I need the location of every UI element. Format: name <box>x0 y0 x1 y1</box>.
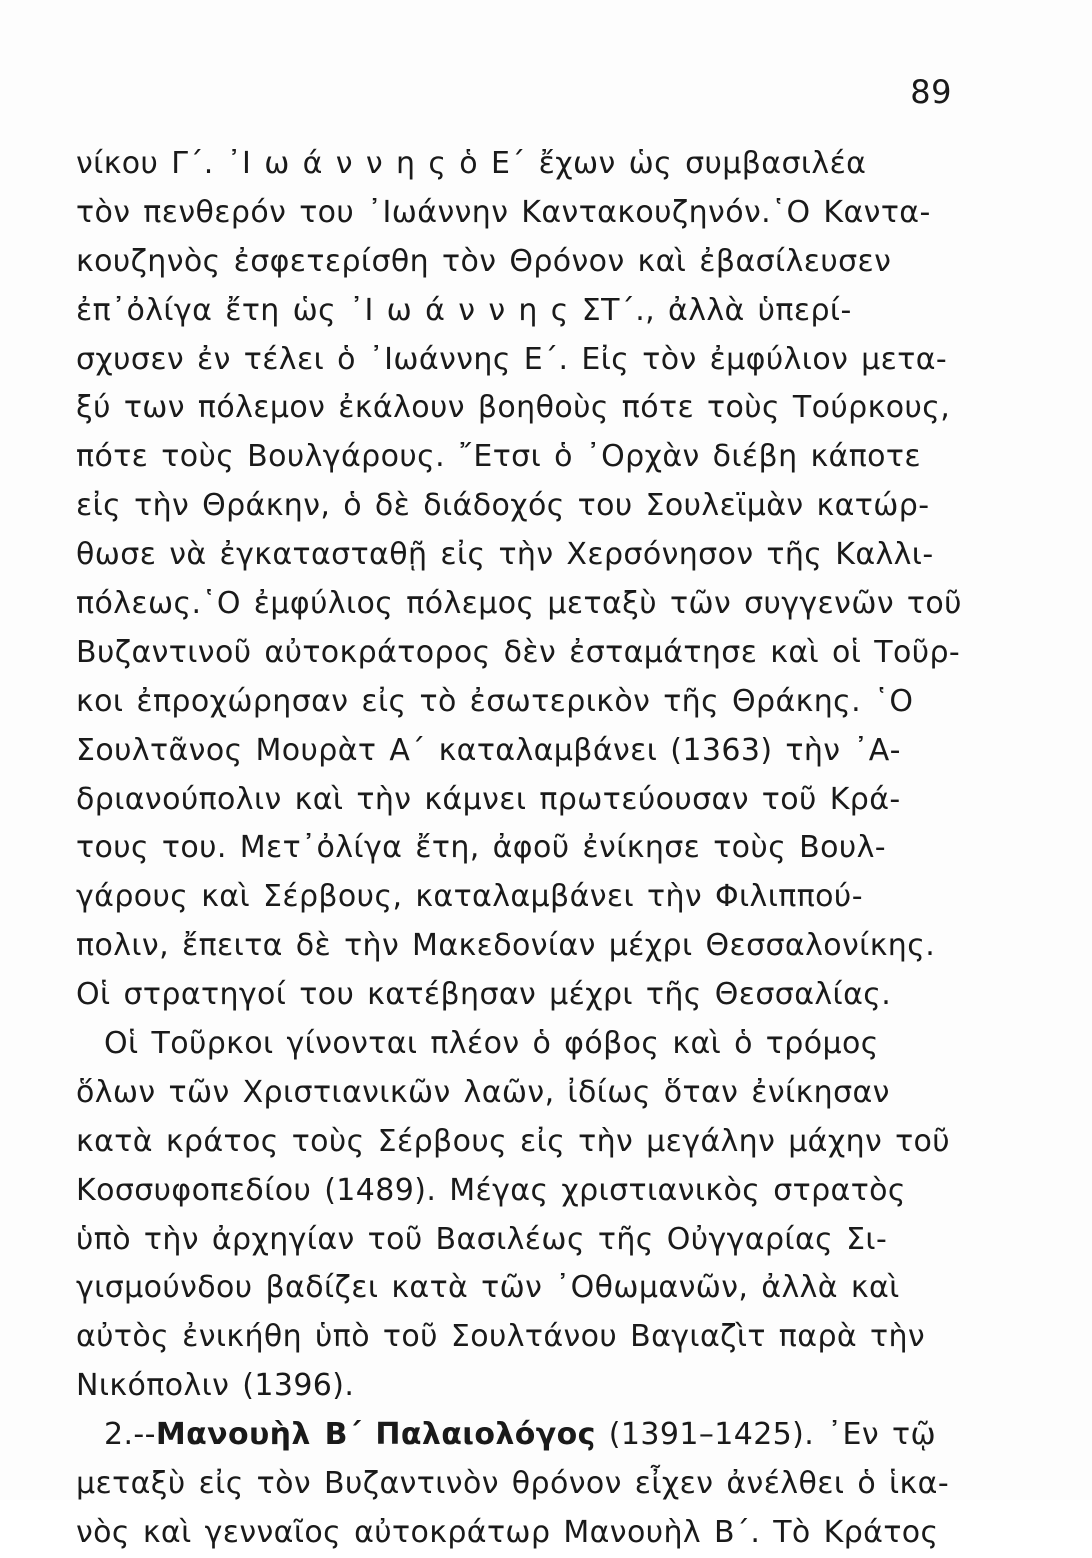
text-line: κοι ἐπροχώρησαν εἰς τὸ ἐσωτερικὸν τῆς Θράκης. ῾Ο <box>76 683 914 719</box>
paragraph-first-line: Οἱ Τοῦρκοι γίνονται πλέον ὁ φόβος καὶ ὁ τρόμος <box>104 1026 879 1062</box>
text-line: δριανούπολιν καὶ τὴν κάμνει πρωτεύουσαν τοῦ Κρά- <box>76 781 901 817</box>
text-line: πότε τοὺς Βουλγάρους. ῎Ετσι ὁ ᾿Ορχὰν διέβη κάποτε <box>76 439 921 475</box>
text-line: κουζηνὸς ἐσφετερίσθη τὸν Θρόνον καὶ ἐβασίλευσεν <box>76 243 892 279</box>
section-heading: Μανουὴλ Β΄ Παλαιολόγος <box>155 1417 596 1453</box>
text-line: Κοσσυφοπεδίου (1489). Μέγας χριστιανικὸς στρατὸς <box>76 1172 906 1208</box>
text-line: νὸς καὶ γενναῖος αὐτοκράτωρ Μανουὴλ Β΄. Τὸ Κράτος <box>76 1514 939 1550</box>
text-line: ὅλων τῶν Χριστιανικῶν λαῶν, ἰδίως ὅταν ἐνίκησαν <box>76 1074 890 1110</box>
section-heading-line <box>76 1411 976 1460</box>
body-text <box>76 140 976 1558</box>
text-line: κατὰ κράτος τοὺς Σέρβους εἰς τὴν μεγάλην μάχην τοῦ <box>76 1123 951 1159</box>
text-line: πόλεως.῾Ο ἐμφύλιος πόλεμος μεταξὺ τῶν συγγενῶν τοῦ <box>76 586 962 622</box>
text-line: Οἱ στρατηγοί του κατέβησαν μέχρι τῆς Θεσσαλίας. <box>76 977 892 1013</box>
text-line: γισμούνδου βαδίζει κατὰ τῶν ᾿Οθωμανῶν, ἀλλὰ καὶ <box>76 1270 900 1306</box>
section-number: 2.-- <box>104 1417 156 1453</box>
text-line: γάρους καὶ Σέρβους, καταλαμβάνει τὴν Φιλιππού- <box>76 879 863 915</box>
text-line: Βυζαντινοῦ αὐτοκράτορος δὲν ἐσταμάτησε καὶ οἱ Τοῦρ- <box>76 634 961 670</box>
text-line: ὑπὸ τὴν ἀρχηγίαν τοῦ Βασιλέως τῆς Οὐγγαρίας Σι- <box>76 1221 888 1257</box>
text-line: πολιν, ἔπειτα δὲ τὴν Μακεδονίαν μέχρι Θεσσαλονίκης. <box>76 928 936 964</box>
text-line: τὸν πενθερόν του ᾿Ιωάννην Καντακουζηνόν.῾Ο Καντα- <box>76 194 931 230</box>
page-number: 89 <box>910 73 952 111</box>
text-line: αὐτὸς ἐνικήθη ὑπὸ τοῦ Σουλτάνου Βαγιαζὶτ παρὰ τὴν <box>76 1319 926 1355</box>
text-line: θωσε νὰ ἐγκατασταθῇ εἰς τὴν Χερσόνησον τῆς Καλλι- <box>76 537 934 573</box>
text-line: σχυσεν ἐν τέλει ὁ ᾿Ιωάννης Ε΄. Εἰς τὸν ἐμφύλιον μετα- <box>76 341 948 377</box>
text-line: Σουλτᾶνος Μουρὰτ Α΄ καταλαμβάνει (1363) τὴν ᾿Α- <box>76 732 901 768</box>
text-line: τους του. Μετ᾿ὀλίγα ἔτη, ἀφοῦ ἐνίκησε τοὺς Βουλ- <box>76 830 887 866</box>
section-heading-rest: (1391–1425). ᾿Εν τῷ <box>595 1417 936 1453</box>
text-line: ἐπ᾿ὀλίγα ἔτη ὡς ᾿Ι ω ά ν ν η ς ΣΤ΄., ἀλλὰ ὑπερί- <box>76 292 852 328</box>
text-line: εἰς τὴν Θράκην, ὁ δὲ διάδοχός του Σουλεϊμὰν κατώρ- <box>76 488 930 524</box>
text-line: ξύ των πόλεμον ἐκάλουν βοηθοὺς πότε τοὺς Τούρκους, <box>76 390 951 426</box>
text-line: μεταξὺ εἰς τὸν Βυζαντινὸν θρόνον εἶχεν ἀνέλθει ὁ ἱκα- <box>76 1466 950 1502</box>
text-line: νίκου Γ΄. ᾿Ι ω ά ν ν η ς ὁ Ε΄ ἔχων ὡς συμβασιλέα <box>76 146 867 181</box>
text-line: Νικόπολιν (1396). <box>76 1368 355 1404</box>
